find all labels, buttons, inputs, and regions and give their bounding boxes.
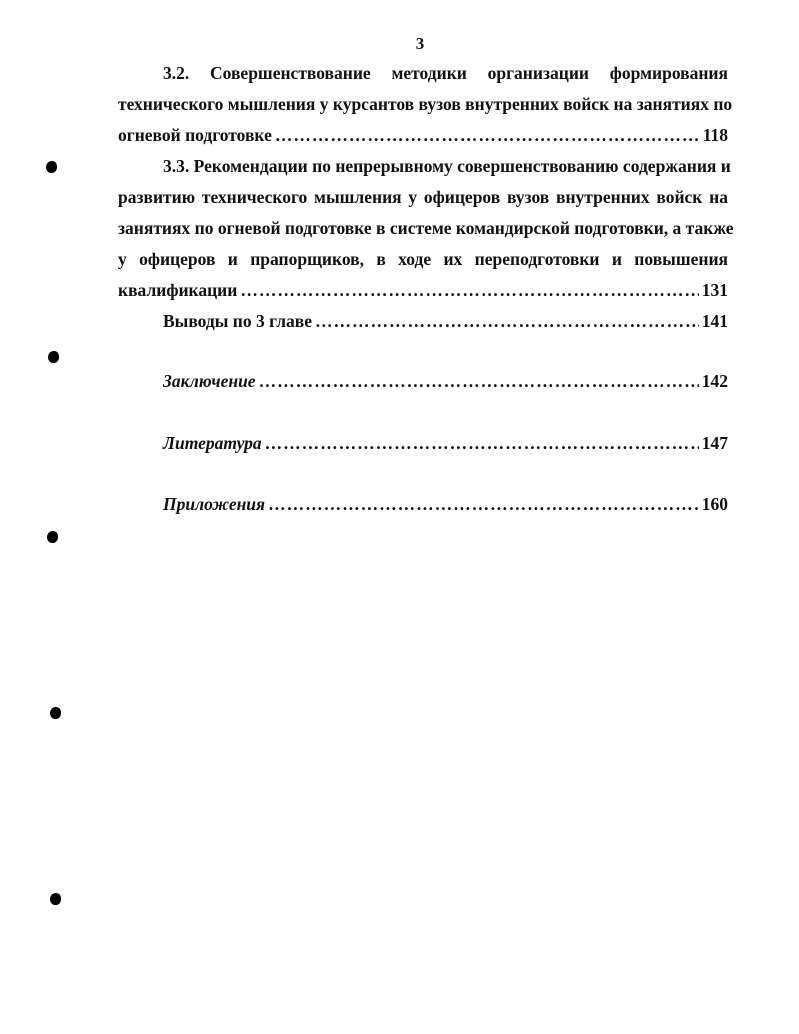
punch-hole-mark — [50, 893, 61, 905]
toc-entry-3-3-line-2: развитию технического мышления у офицеров вузов внутренних войск на — [118, 187, 728, 207]
toc-entry-label: квалификации — [118, 280, 238, 300]
toc-entry-label: Приложения — [163, 494, 266, 514]
punch-hole-mark — [46, 161, 57, 173]
toc-entry-3-3-line-1: 3.3. Рекомендации по непрерывному совершенствованию содержания и — [163, 156, 731, 176]
toc-entry-literature — [163, 432, 728, 454]
toc-entry-3-2-line-3 — [118, 124, 728, 146]
toc-entry-appendices — [163, 493, 728, 515]
toc-entry-3-3-line-3: занятиях по огневой подготовке в системе командирской подготовки, а также — [118, 218, 734, 238]
page-number: 3 — [415, 34, 425, 53]
dot-leader — [315, 310, 699, 332]
toc-page-number: 160 — [701, 494, 728, 514]
toc-entry-3-2-line-1: 3.2. Совершенствование методики организации формирования — [163, 63, 728, 83]
punch-hole-mark — [50, 707, 61, 719]
toc-entry-conclusion — [163, 370, 728, 392]
toc-page-number: 147 — [701, 433, 728, 453]
toc-entry-label: Литература — [163, 433, 262, 453]
toc-page-number: 141 — [701, 311, 728, 331]
dot-leader — [240, 279, 698, 301]
toc-page-number: 131 — [701, 280, 728, 300]
dot-leader — [265, 432, 699, 454]
toc-entry-3-3-line-5 — [118, 279, 728, 301]
toc-page-number: 142 — [701, 371, 728, 391]
toc-entry-conclusions — [163, 310, 728, 332]
toc-entry-3-3-line-4: у офицеров и прапорщиков, в ходе их переподготовки и повышения — [118, 249, 728, 269]
dot-leader — [268, 493, 699, 515]
dot-leader — [275, 124, 700, 146]
toc-entry-3-2-line-2: технического мышления у курсантов вузов внутренних войск на занятиях по — [118, 94, 733, 114]
toc-entry-label: Заключение — [163, 371, 256, 391]
punch-hole-mark — [48, 351, 59, 363]
dot-leader — [259, 370, 699, 392]
toc-page-number: 118 — [702, 125, 728, 145]
punch-hole-mark — [47, 531, 58, 543]
toc-entry-label: Выводы по 3 главе — [163, 311, 312, 331]
toc-entry-label: огневой подготовке — [118, 125, 272, 145]
